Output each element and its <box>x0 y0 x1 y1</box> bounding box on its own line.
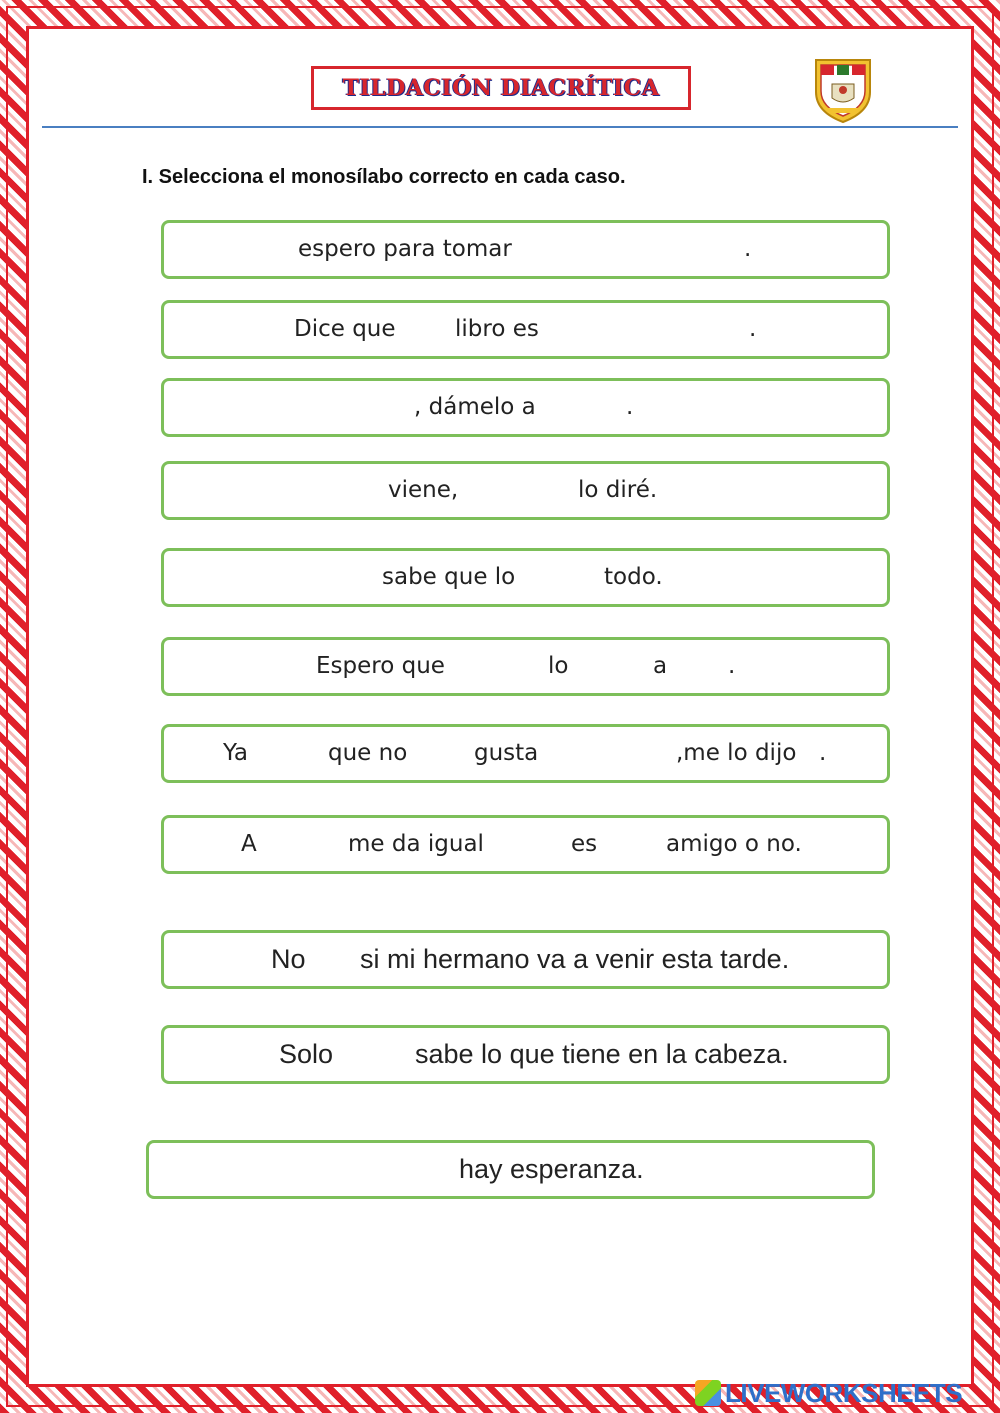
sentence-text: espero para tomar <box>298 236 512 262</box>
sentence-text: gusta <box>474 740 539 766</box>
sentence-box-6[interactable] <box>161 637 890 696</box>
sentence-text: No <box>271 944 306 974</box>
page-title: TILDACIÓN DIACRÍTICA <box>342 75 660 101</box>
sentence-text: amigo o no. <box>666 831 802 857</box>
sentence-text: Dice que <box>294 316 396 342</box>
sentence-text: ,me lo dijo <box>676 740 797 766</box>
sentence-text: Espero que <box>316 653 445 679</box>
sentence-text: . <box>819 740 827 766</box>
liveworksheets-watermark <box>695 1377 962 1409</box>
sentence-text: Ya <box>223 740 248 766</box>
sentence-box-1[interactable] <box>161 220 890 279</box>
sentence-text: a <box>653 653 668 679</box>
watermark-text: LIVEWORKSHEETS <box>725 1377 963 1408</box>
sentence-text: A <box>241 831 257 857</box>
sentence-text: viene, <box>388 477 459 503</box>
title-box <box>311 66 691 110</box>
sentence-text: , dámelo a <box>414 394 536 420</box>
sentence-text: si mi hermano va a venir esta tarde. <box>360 944 790 974</box>
sentence-text: Solo <box>279 1039 334 1069</box>
school-shield-icon <box>810 54 876 124</box>
sentence-box-4[interactable] <box>161 461 890 520</box>
sentence-text: es <box>571 831 598 857</box>
instruction-text: I. Selecciona el monosílabo correcto en cada caso. <box>142 166 626 188</box>
sentence-box-5[interactable] <box>161 548 890 607</box>
sentence-text: lo diré. <box>578 477 658 503</box>
sentence-text: sabe lo que tiene en la cabeza. <box>415 1039 789 1069</box>
sentence-text: . <box>728 653 736 679</box>
sentence-text: . <box>744 236 752 262</box>
sentence-text: . <box>626 394 634 420</box>
sentence-text: hay esperanza. <box>459 1154 644 1184</box>
header-divider <box>42 126 958 128</box>
sentence-text: libro es <box>455 316 539 342</box>
liveworksheets-logo-icon <box>695 1380 721 1406</box>
sentence-text: me da igual <box>348 831 484 857</box>
sentence-text: sabe que lo <box>382 564 516 590</box>
sentence-text: . <box>749 316 757 342</box>
sentence-text: todo. <box>604 564 663 590</box>
sentence-text: lo <box>548 653 569 679</box>
sentence-text: que no <box>328 740 408 766</box>
